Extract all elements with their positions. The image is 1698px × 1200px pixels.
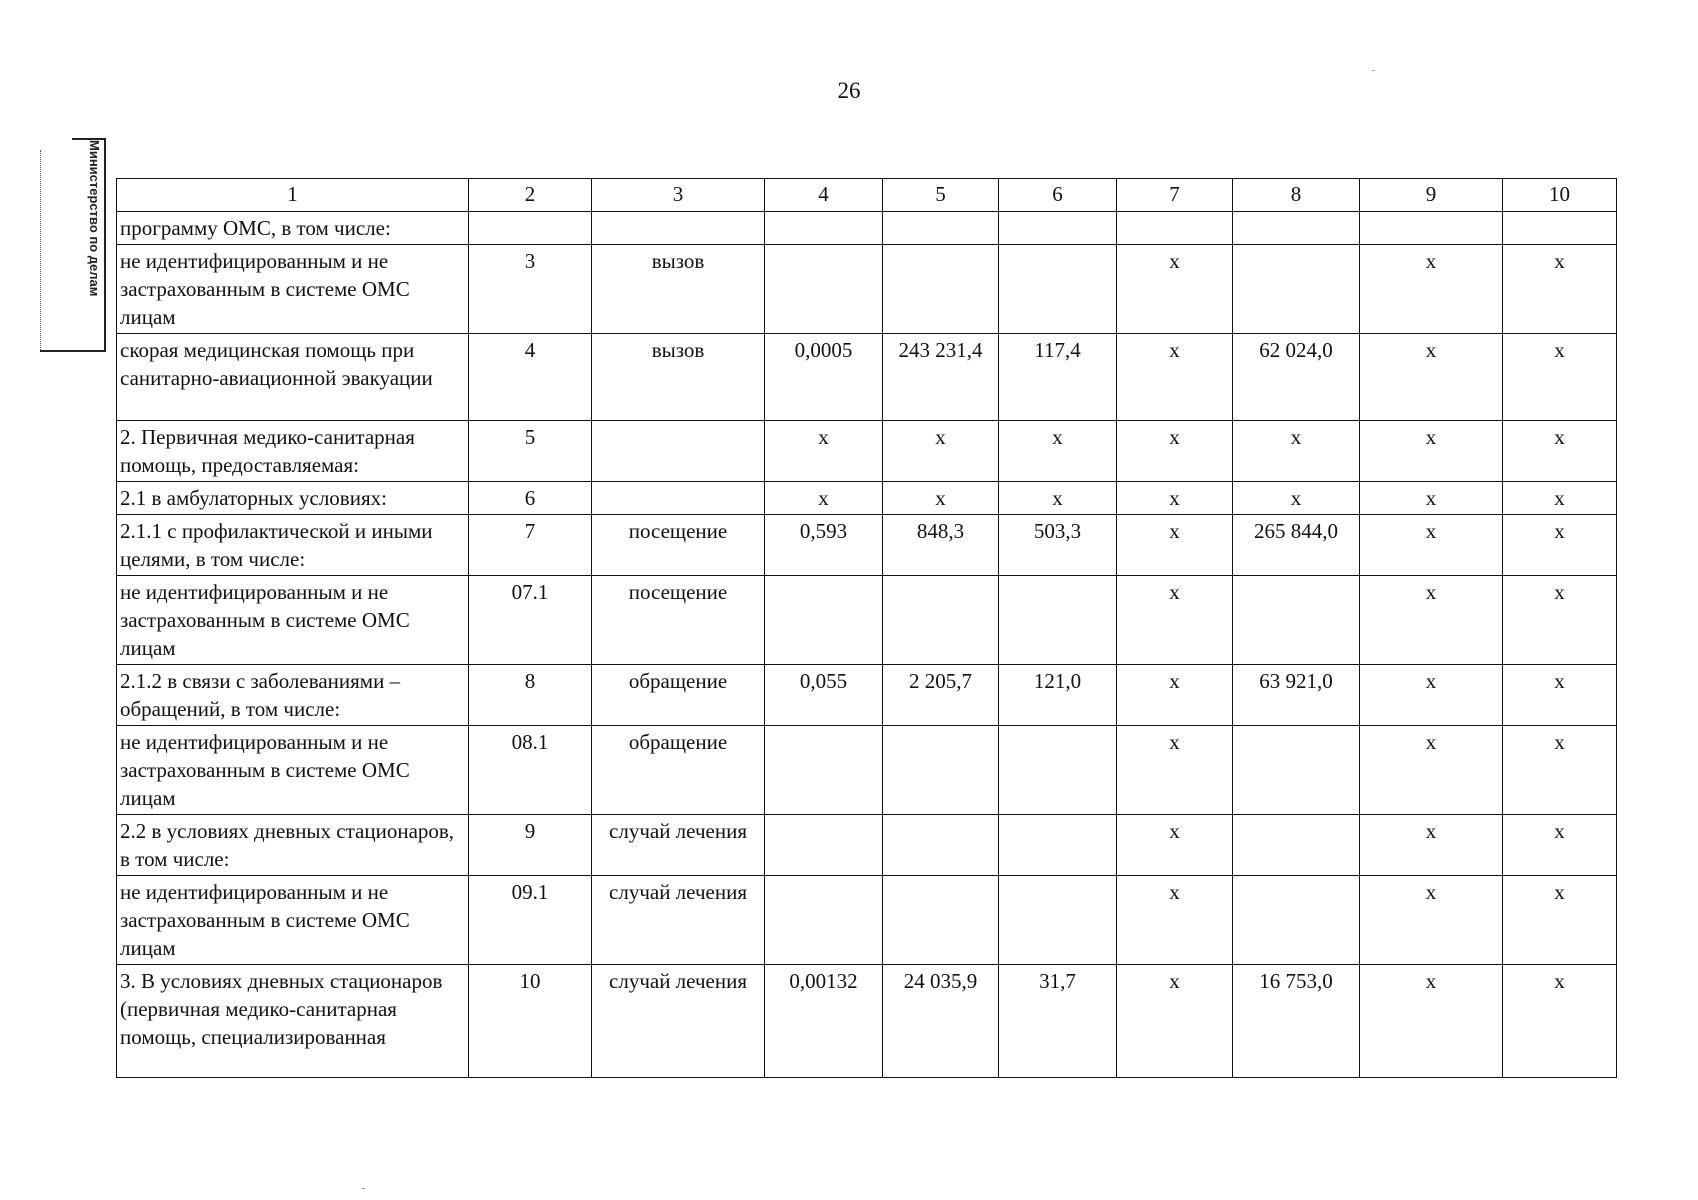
stamp-text: Министерство по делам (87, 140, 102, 297)
header-row (117, 179, 1617, 212)
table-cell: 10 (469, 965, 592, 1078)
table-cell (1233, 726, 1360, 815)
table-cell: обращение (592, 665, 765, 726)
row-label: не идентифицированным и не застрахованным в системе ОМС лицам (117, 245, 469, 334)
table-cell: х (1360, 515, 1503, 576)
table-cell: 243 231,4 (883, 334, 999, 421)
table-cell: х (1503, 576, 1617, 665)
row-label: 2. Первичная медико-санитарная помощь, предоставляемая: (117, 421, 469, 482)
table-cell (999, 726, 1117, 815)
table-cell (765, 726, 883, 815)
table-cell: посещение (592, 515, 765, 576)
table-cell: 08.1 (469, 726, 592, 815)
table-cell (592, 421, 765, 482)
column-header: 8 (1233, 179, 1360, 212)
table-cell: 07.1 (469, 576, 592, 665)
table-row (117, 876, 1617, 965)
table-cell (883, 212, 999, 245)
table-cell: х (883, 421, 999, 482)
table-cell: 121,0 (999, 665, 1117, 726)
table-cell: х (1360, 815, 1503, 876)
table-row (117, 245, 1617, 334)
table-cell: х (1360, 876, 1503, 965)
table-cell: х (1360, 245, 1503, 334)
column-header: 5 (883, 179, 999, 212)
table-cell: х (1360, 482, 1503, 515)
table-cell (999, 876, 1117, 965)
table-cell: 7 (469, 515, 592, 576)
table-cell: 503,3 (999, 515, 1117, 576)
table-cell (1503, 212, 1617, 245)
table-cell: х (1360, 576, 1503, 665)
table-cell: х (1503, 245, 1617, 334)
table-cell (1360, 212, 1503, 245)
row-label: 2.2 в условиях дневных стационаров, в том числе: (117, 815, 469, 876)
table-cell: 31,7 (999, 965, 1117, 1078)
table-cell: 3 (469, 245, 592, 334)
table-cell (883, 876, 999, 965)
row-label: скорая медицинская помощь при санитарно-авиационной эвакуации (117, 334, 469, 421)
table-cell: 0,593 (765, 515, 883, 576)
table-cell: 5 (469, 421, 592, 482)
table-cell: х (1233, 421, 1360, 482)
table-cell: вызов (592, 245, 765, 334)
table-cell: 4 (469, 334, 592, 421)
table-cell: х (1360, 665, 1503, 726)
table-cell: х (1503, 421, 1617, 482)
table-row (117, 421, 1617, 482)
table-cell: случай лечения (592, 965, 765, 1078)
table-cell (999, 815, 1117, 876)
table-row (117, 482, 1617, 515)
table-cell: 848,3 (883, 515, 999, 576)
table-cell: случай лечения (592, 876, 765, 965)
table-row (117, 576, 1617, 665)
row-label: 2.1 в амбулаторных условиях: (117, 482, 469, 515)
table-cell: 2 205,7 (883, 665, 999, 726)
stamp-border-foot (40, 350, 74, 352)
column-header: 6 (999, 179, 1117, 212)
table-cell (883, 726, 999, 815)
table-row (117, 965, 1617, 1078)
table-cell: х (1117, 665, 1233, 726)
table-cell: 62 024,0 (1233, 334, 1360, 421)
table-cell: х (1117, 515, 1233, 576)
table-cell: 265 844,0 (1233, 515, 1360, 576)
table-cell: х (1117, 334, 1233, 421)
table-body (117, 212, 1617, 1078)
table-cell (1233, 876, 1360, 965)
table-cell: 6 (469, 482, 592, 515)
table-row (117, 726, 1617, 815)
table-cell: х (999, 421, 1117, 482)
row-label: не идентифицированным и не застрахованным в системе ОМС лицам (117, 876, 469, 965)
table-cell (1233, 576, 1360, 665)
row-label: 2.1.2 в связи с заболеваниями – обращений, в том числе: (117, 665, 469, 726)
column-header: 9 (1360, 179, 1503, 212)
table-cell: 16 753,0 (1233, 965, 1360, 1078)
table-cell: 0,0005 (765, 334, 883, 421)
row-label: не идентифицированным и не застрахованным в системе ОМС лицам (117, 576, 469, 665)
table-cell: х (765, 482, 883, 515)
table-cell: х (1117, 245, 1233, 334)
table-cell: х (1360, 334, 1503, 421)
table-cell (999, 576, 1117, 665)
table-cell (469, 212, 592, 245)
table-cell: х (1117, 815, 1233, 876)
scan-speck (1372, 70, 1375, 71)
table-cell: х (1360, 726, 1503, 815)
scan-speck (362, 1188, 365, 1189)
table-row (117, 334, 1617, 421)
table-cell: х (1117, 576, 1233, 665)
column-header: 4 (765, 179, 883, 212)
table-row (117, 515, 1617, 576)
table-cell: х (1503, 815, 1617, 876)
table-row (117, 212, 1617, 245)
table-cell (999, 245, 1117, 334)
table-cell (883, 245, 999, 334)
table-cell: х (1503, 334, 1617, 421)
table-cell: х (1117, 965, 1233, 1078)
table-cell: случай лечения (592, 815, 765, 876)
table-cell: х (1503, 965, 1617, 1078)
table-cell (592, 482, 765, 515)
table-cell: 9 (469, 815, 592, 876)
table-row (117, 815, 1617, 876)
column-header: 3 (592, 179, 765, 212)
column-header: 7 (1117, 179, 1233, 212)
table-cell (1233, 815, 1360, 876)
table-cell: х (1503, 515, 1617, 576)
table-cell: х (1503, 876, 1617, 965)
stamp-border-left (40, 150, 43, 352)
table-cell (765, 212, 883, 245)
table-cell: х (883, 482, 999, 515)
table-cell: х (1503, 482, 1617, 515)
table-cell (765, 815, 883, 876)
table-row (117, 665, 1617, 726)
table-cell: посещение (592, 576, 765, 665)
table-cell: 09.1 (469, 876, 592, 965)
table-cell (999, 212, 1117, 245)
table-cell (592, 212, 765, 245)
table-cell: х (1503, 665, 1617, 726)
column-header: 2 (469, 179, 592, 212)
table-cell (883, 815, 999, 876)
table-cell: х (1117, 876, 1233, 965)
table-cell: обращение (592, 726, 765, 815)
row-label: программу ОМС, в том числе: (117, 212, 469, 245)
table-cell: вызов (592, 334, 765, 421)
table-cell (1117, 212, 1233, 245)
table-cell: х (1117, 726, 1233, 815)
table-cell: 0,00132 (765, 965, 883, 1078)
table-cell: х (1360, 421, 1503, 482)
table-cell (1233, 212, 1360, 245)
column-header: 10 (1503, 179, 1617, 212)
table-cell: 8 (469, 665, 592, 726)
table-cell: х (999, 482, 1117, 515)
table-cell: х (1360, 965, 1503, 1078)
row-label: 2.1.1 с профилактической и иными целями, в том числе: (117, 515, 469, 576)
table-cell: х (1117, 421, 1233, 482)
table-cell: 117,4 (999, 334, 1117, 421)
table-cell: х (1117, 482, 1233, 515)
page-number: 26 (837, 78, 861, 103)
table-cell (883, 576, 999, 665)
table-cell: 63 921,0 (1233, 665, 1360, 726)
row-label: 3. В условиях дневных стационаров (первичная медико-санитарная помощь, специализированная (117, 965, 469, 1078)
table-cell: 24 035,9 (883, 965, 999, 1078)
table-cell: х (765, 421, 883, 482)
table-cell: х (1233, 482, 1360, 515)
column-header: 1 (117, 179, 469, 212)
data-table (116, 178, 1617, 1078)
table-cell: 0,055 (765, 665, 883, 726)
table-cell (765, 576, 883, 665)
table-cell (1233, 245, 1360, 334)
row-label: не идентифицированным и не застрахованным в системе ОМС лицам (117, 726, 469, 815)
table-cell: х (1503, 726, 1617, 815)
table-cell (765, 876, 883, 965)
table-cell (765, 245, 883, 334)
